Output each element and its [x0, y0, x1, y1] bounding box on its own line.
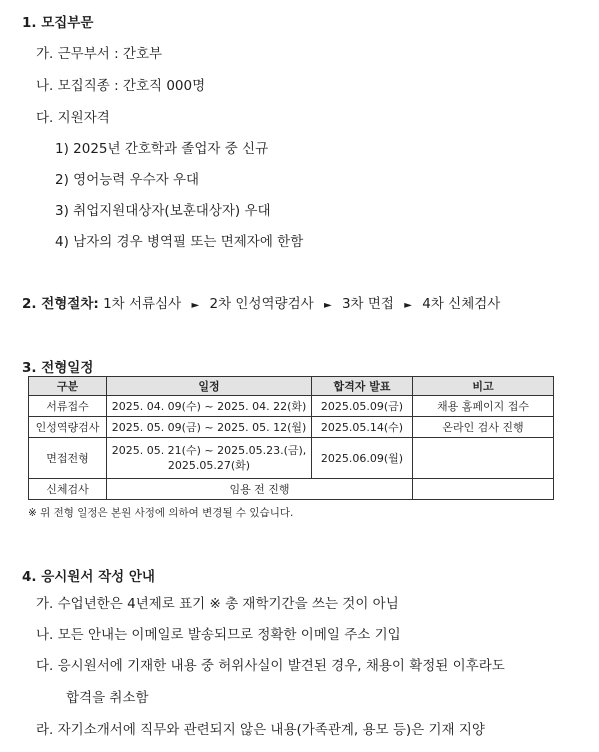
table-row — [29, 479, 554, 500]
row-announcement: 2025.06.09(월) — [312, 438, 413, 479]
qualification-item-3: 3) 취업지원대상자(보훈대상자) 우대 — [55, 203, 271, 219]
job-line: 나. 모집직종 : 간호직 000명 — [36, 78, 206, 94]
guide-item-c-continued: 합격을 취소함 — [66, 690, 149, 706]
arrow-icon: ► — [404, 300, 412, 311]
row-category: 서류접수 — [29, 396, 107, 417]
schedule-table — [28, 376, 554, 500]
header-category: 구분 — [29, 377, 107, 396]
header-announcement: 합격자 발표 — [312, 377, 413, 396]
row-category: 면접전형 — [29, 438, 107, 479]
process-step-4: 4차 신체검사 — [422, 296, 501, 312]
schedule-footnote: ※ 위 전형 일정은 본원 사정에 의하여 변경될 수 있습니다. — [28, 507, 294, 519]
process-step-2: 2차 인성역량검사 — [209, 296, 314, 312]
row-remarks: 온라인 검사 진행 — [413, 417, 554, 438]
table-row — [29, 417, 554, 438]
row-remarks — [413, 479, 554, 500]
row-announcement: 2025.05.14(수) — [312, 417, 413, 438]
process-step-1: 1차 서류심사 — [103, 296, 182, 312]
section-1-title: 1. 모집부문 — [22, 15, 94, 31]
row-remarks — [413, 438, 554, 479]
table-row — [29, 396, 554, 417]
row-schedule-line-2: 2025.05.27(화) — [167, 459, 251, 472]
arrow-icon: ► — [191, 300, 200, 311]
row-remarks: 채용 홈페이지 접수 — [413, 396, 554, 417]
qualification-item-2: 2) 영어능력 우수자 우대 — [55, 172, 200, 188]
header-schedule: 일정 — [107, 377, 312, 396]
guide-item-c: 다. 응시원서에 기재한 내용 중 허위사실이 발견된 경우, 채용이 확정된 이후라도 — [36, 658, 505, 674]
row-announcement: 2025.05.09(금) — [312, 396, 413, 417]
process-line — [22, 292, 500, 312]
row-schedule — [107, 438, 312, 479]
guide-item-b: 나. 모든 안내는 이메일로 발송되므로 정확한 이메일 주소 기입 — [36, 627, 401, 643]
qualification-item-1: 1) 2025년 간호학과 졸업자 중 신규 — [55, 141, 269, 157]
section-2-title: 2. 전형절차: — [22, 296, 99, 312]
process-step-3: 3차 면접 — [341, 296, 394, 312]
row-schedule: 임용 전 진행 — [107, 479, 413, 500]
arrow-icon: ► — [323, 300, 332, 311]
dept-line: 가. 근무부서 : 간호부 — [36, 46, 163, 62]
row-category: 인성역량검사 — [29, 417, 107, 438]
table-header-row — [29, 377, 554, 396]
row-schedule-line-1: 2025. 05. 21(수) ~ 2025.05.23.(금), — [111, 444, 307, 457]
section-3-title: 3. 전형일정 — [22, 360, 94, 376]
guide-item-a: 가. 수업년한은 4년제로 표기 ※ 총 재학기간을 쓰는 것이 아님 — [36, 596, 399, 612]
row-schedule: 2025. 05. 09(금) ~ 2025. 05. 12(월) — [107, 417, 312, 438]
section-4-title: 4. 응시원서 작성 안내 — [22, 569, 155, 585]
header-remarks: 비고 — [413, 377, 554, 396]
row-category: 신체검사 — [29, 479, 107, 500]
qualification-item-4: 4) 남자의 경우 병역필 또는 면제자에 한함 — [55, 234, 304, 250]
qualification-heading: 다. 지원자격 — [36, 110, 110, 126]
row-schedule: 2025. 04. 09(수) ~ 2025. 04. 22(화) — [107, 396, 312, 417]
guide-item-d: 라. 자기소개서에 직무와 관련되지 않은 내용(가족관계, 용모 등)은 기재 지양 — [36, 722, 485, 738]
table-row — [29, 438, 554, 479]
